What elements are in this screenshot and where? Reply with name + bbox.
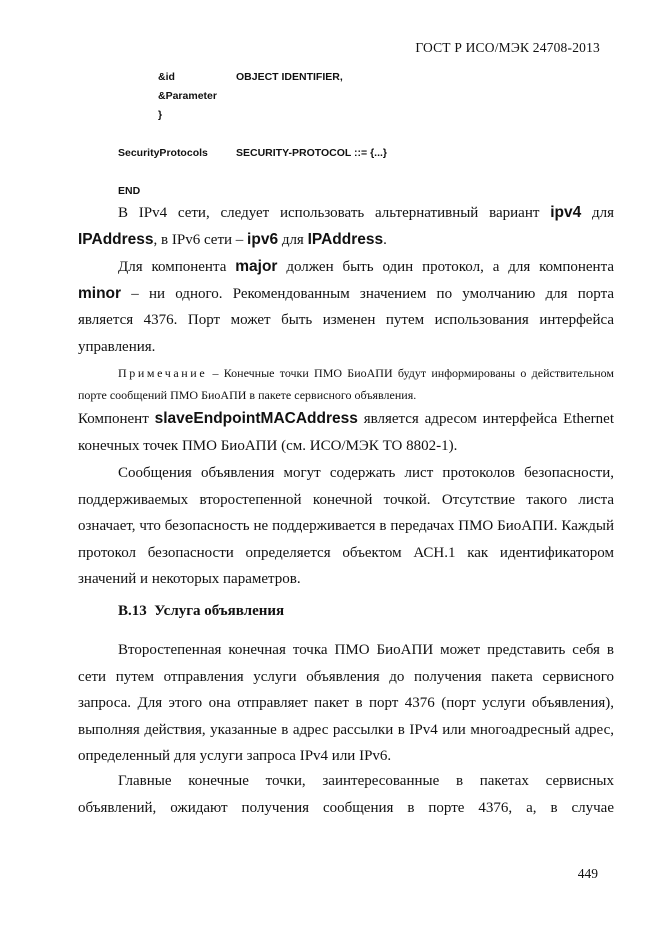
- p2-text-3: – ни одного. Рекомендованным значением по умолчанию для порта является 4376. Порт может быть изменен путем использования интерфейса управления.: [78, 285, 614, 355]
- note-label: Примечание: [118, 366, 208, 380]
- paragraph-security-list: Сообщения объявления могут содержать лист протоколов безопасности, поддерживаемых второстепенной конечной точкой. Отсутствие такого листа означает, что безопасность не поддерживается в передачах ПМО БиоАПИ. Каждый протокол безопасности определяется объектом АСН.1 как идентификатором значений и некоторых параметров.: [78, 465, 614, 587]
- section-heading: [118, 603, 284, 620]
- p3-text-1: Компонент: [78, 411, 155, 427]
- p1-text-3: , в IPv6 сети –: [153, 231, 248, 248]
- term-slave-endpoint-mac: slaveEndpointMACAddress: [154, 410, 358, 427]
- p1-text-2: для: [581, 205, 614, 221]
- code-parameter-label: &Parameter: [158, 90, 217, 102]
- p1-text-4: для: [278, 231, 308, 248]
- term-ipv6: ipv6: [247, 230, 279, 248]
- note-block: [78, 362, 614, 406]
- code-id-label: &id: [158, 71, 175, 83]
- page-number: 449: [577, 866, 598, 881]
- paragraph-mac-address: [78, 406, 614, 459]
- section-number: B.13: [118, 603, 147, 619]
- code-security-label: SecurityProtocols: [118, 147, 208, 159]
- code-security-value: SECURITY-PROTOCOL ::= {...}: [236, 147, 388, 159]
- p1-text-1: В IPv4 сети, следует использовать альтернативный вариант: [118, 205, 551, 221]
- code-close-brace: }: [158, 109, 163, 121]
- code-id-type: OBJECT IDENTIFIER,: [236, 71, 343, 83]
- code-end: END: [118, 185, 141, 197]
- p3-text-2: является адресом интерфейса Ethernet конечных точек ПМО БиоАПИ (см. ИСО/МЭК ТО 8802-1).: [78, 411, 614, 454]
- p1-text-5: .: [383, 231, 387, 248]
- term-major: major: [235, 258, 278, 275]
- paragraph-major-minor: [78, 254, 614, 360]
- standard-header: ГОСТ Р ИСО/МЭК 24708-2013: [415, 40, 600, 55]
- term-minor: minor: [78, 284, 122, 302]
- paragraph-main-endpoints: Главные конечные точки, заинтересованные в пакетах сервисных объявлений, ожидают получения сообщения в порте 4376, а, в случае: [78, 773, 614, 816]
- paragraph-announcement-service: Второстепенная конечная точка ПМО БиоАПИ может представить себя в сети путем отправления услуги объявления до получения пакета сервисного запроса. Для этого она отправляет пакет в порт 4376 (порт услуги объявления), выполняя действия, указанные в адрес рассылки в IPv4 или многоадресный адрес, определенный для услуги запроса IPv4 или IPv6.: [78, 642, 614, 764]
- term-ipaddress-2: IPAddress: [307, 230, 384, 248]
- term-ipaddress-1: IPAddress: [78, 230, 154, 248]
- p2-text-1: Для компонента: [118, 259, 236, 275]
- note-text: – Конечные точки ПМО БиоАПИ будут информированы о действительном порте сообщений ПМО БиоАПИ в пакете сервисного объявления.: [78, 366, 614, 402]
- paragraph-ipaddress: [78, 200, 614, 253]
- section-title: Услуга объявления: [154, 603, 285, 619]
- p2-text-2: должен быть один протокол, а для компонента: [277, 259, 614, 275]
- term-ipv4: ipv4: [550, 204, 582, 221]
